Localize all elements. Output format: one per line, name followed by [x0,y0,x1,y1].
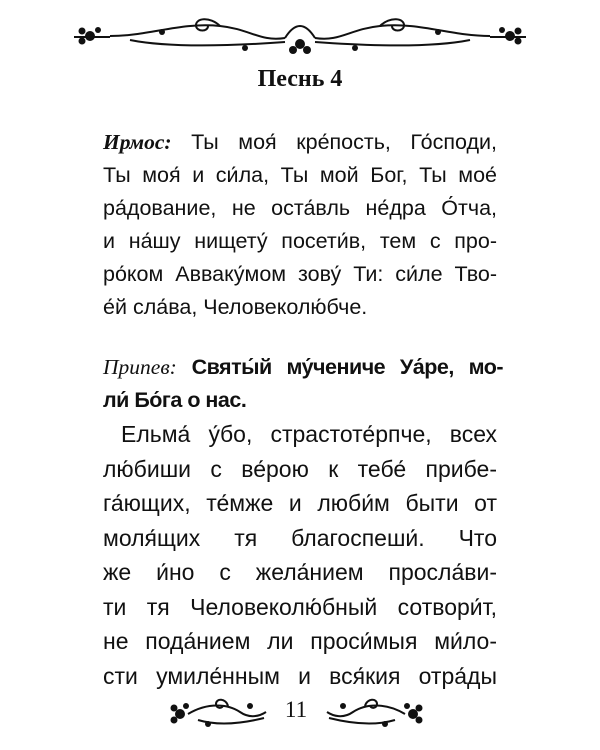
page-number: 11 [284,697,308,722]
main-line-1: Ельма́ у́бо, страстоте́рпче, всех [121,421,497,447]
irmos-line-6: е́й сла́ва, Человеколю́бче. [103,295,368,319]
pripev-paragraph [103,351,503,417]
main-line-6: ти тя Человеколю́бный сотвори́т, [103,593,497,620]
main-text-paragraph [103,417,497,693]
pripev-line-1 [103,351,503,384]
irmos-line-2: Ты моя́ и си́ла, Ты мой Бог, Ты мое́ [103,163,497,187]
irmos-text-1: Ты моя́ кре́пость, Го́споди, [171,130,497,154]
main-line-7: не пода́нием ли проси́мыя ми́ло- [103,628,497,654]
main-line-3: га́ющих, те́мже и люби́м быти от [103,490,497,516]
main-line-4: моля́щих тя благоспеши́. Что [103,524,497,551]
page-title: Песнь 4 [257,66,343,92]
irmos-line-1 [103,126,497,159]
pripev-line-2: ли́ Бо́га о нас. [103,388,247,412]
irmos-line-3: ра́дование, не оста́вль не́дра О́тча, [103,196,497,220]
pripev-text-1: Святы́й му́чениче Уа́ре, мо- [176,355,503,379]
main-line-2: лю́биши с ве́рою к тебе́ прибе- [103,455,497,482]
irmos-label: Ирмос: [103,130,172,154]
main-line-8: сти умиле́нным и вся́кия отра́ды [103,662,497,689]
main-line-5: же и́но с жела́нием просла́ви- [103,559,497,585]
irmos-line-4: и на́шу нищету́ посети́в, тем с про- [103,229,497,253]
pripev-label: Припев: [103,355,177,379]
irmos-paragraph [103,126,497,324]
bottom-right-ornament [323,692,425,732]
bottom-left-ornament [168,692,270,732]
irmos-line-5: ро́ком Авваку́мом зову́ Ти: си́ле Тво- [103,262,497,286]
top-ornament [70,12,530,54]
